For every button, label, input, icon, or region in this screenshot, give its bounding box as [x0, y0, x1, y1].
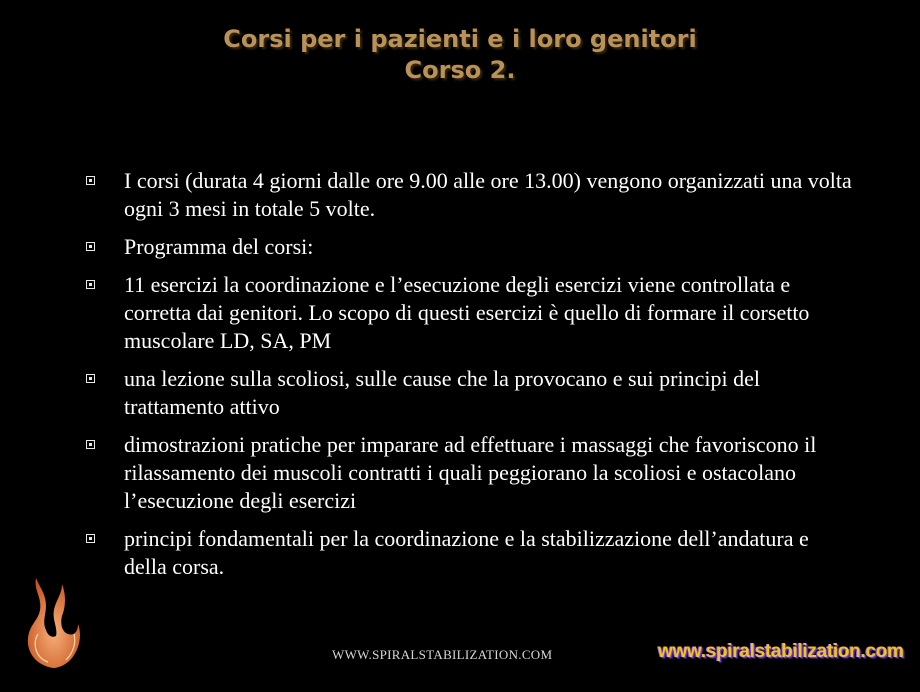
boxed-square-bullet-icon [86, 280, 95, 289]
bullet-item [86, 365, 856, 421]
boxed-square-bullet-icon [86, 242, 95, 251]
bullet-text: principi fondamentali per la coordinazione e la stabilizzazione dell’andatura e della corsa. [124, 526, 809, 579]
bullet-list [86, 167, 856, 591]
bullet-text: Programma del corsi: [124, 234, 314, 259]
bullet-item [86, 233, 856, 261]
slide-title-line2: Corso 2. [404, 56, 516, 84]
footer-website-text: WWW.SPIRALSTABILIZATION.COM [332, 647, 553, 662]
bullet-text: dimostrazioni pratiche per imparare ad effettuare i massaggi che favoriscono il rilassamento dei muscoli contratti i quali peggiorano la scoliosi e ostacolano l’esecuzione degli esercizi [124, 432, 817, 513]
bullet-text: I corsi (durata 4 giorni dalle ore 9.00 alle ore 13.00) vengono organizzati una volta ogni 3 mesi in totale 5 volte. [124, 168, 852, 221]
boxed-square-bullet-icon [86, 534, 95, 543]
bullet-item [86, 525, 856, 581]
bullet-item [86, 167, 856, 223]
bullet-text: una lezione sulla scoliosi, sulle cause che la provocano e sui principi del trattamento attivo [124, 366, 760, 419]
boxed-square-bullet-icon [86, 440, 95, 449]
brand-url-link[interactable]: www.spiralstabilization.com [658, 641, 904, 662]
slide-title-line1: Corsi per i pazienti e i loro genitori [223, 25, 697, 53]
boxed-square-bullet-icon [86, 176, 95, 185]
spiral-stabilization-logo-icon [22, 572, 84, 672]
slide-title [0, 24, 920, 86]
bullet-item [86, 271, 856, 355]
boxed-square-bullet-icon [86, 374, 95, 383]
bullet-item [86, 431, 856, 515]
bullet-text: 11 esercizi la coordinazione e l’esecuzione degli esercizi viene controllata e corretta dai genitori. Lo scopo di questi esercizi è quello di formare il corsetto muscolare LD, SA, PM [124, 272, 810, 353]
